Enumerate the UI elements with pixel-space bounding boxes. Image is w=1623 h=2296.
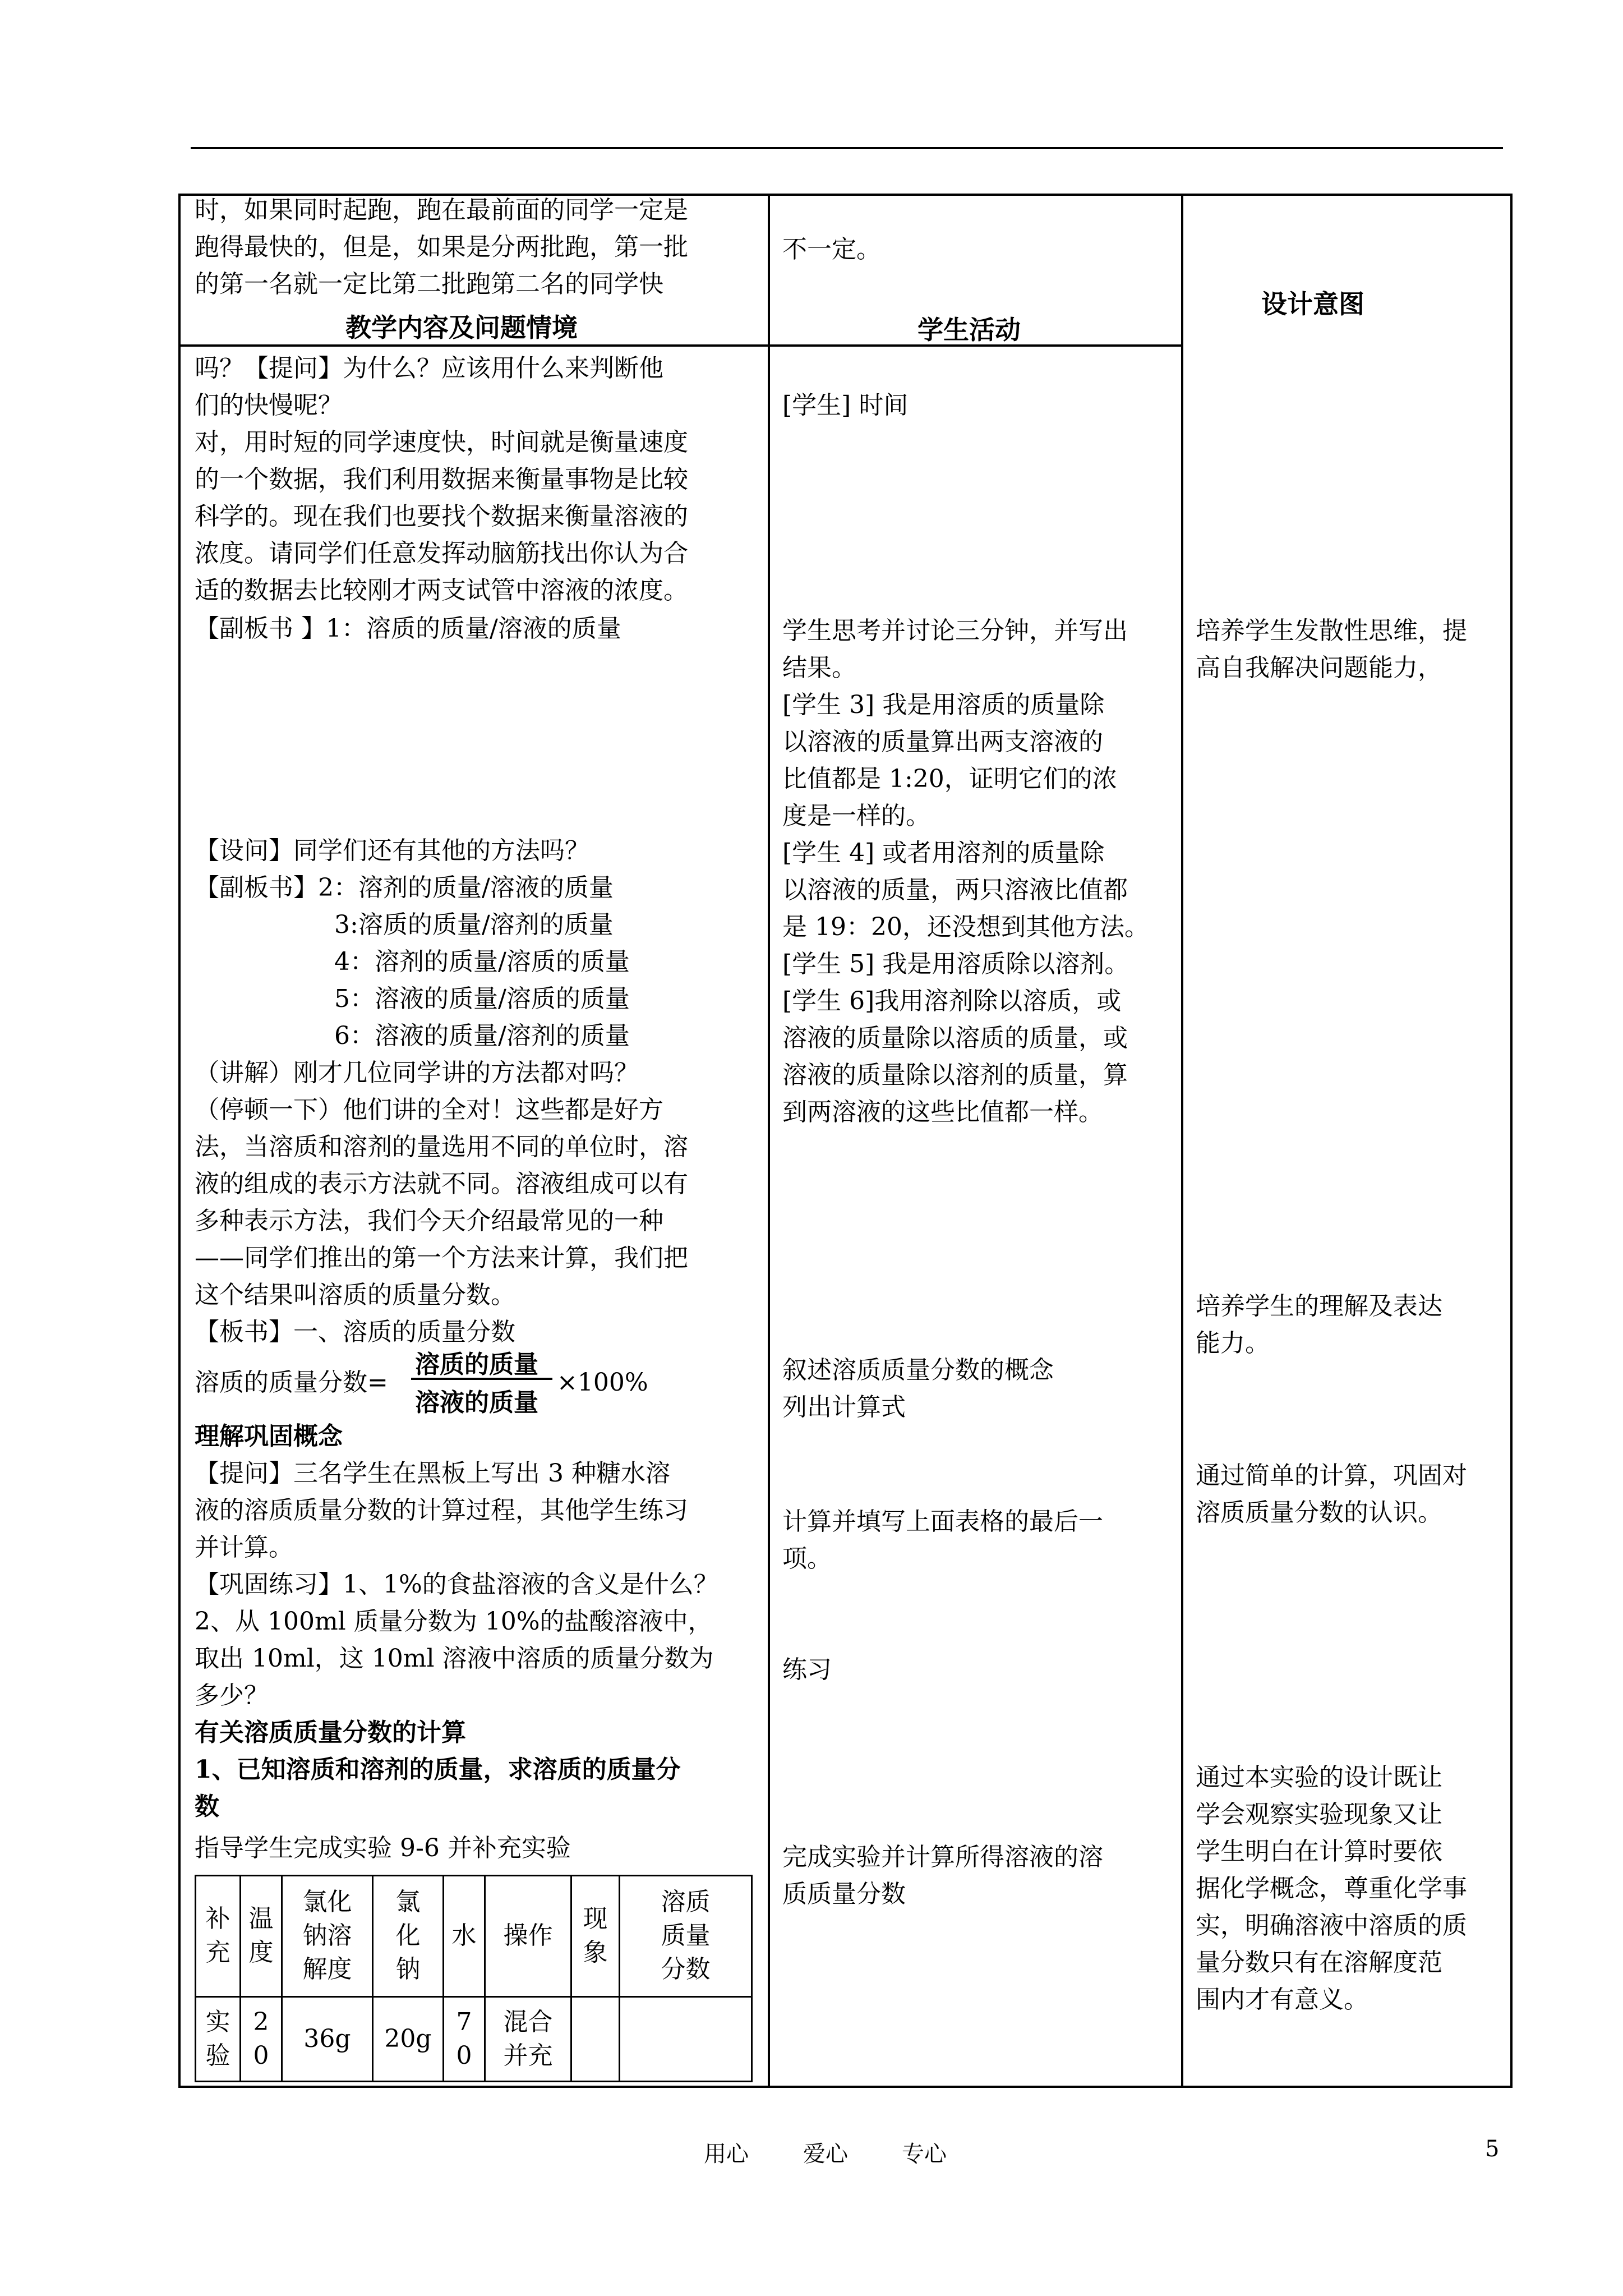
footer-motto: 爱心 xyxy=(803,2141,848,2167)
content-line: 多少？ xyxy=(195,1681,269,1710)
table-header-cell: 溶质 质量 分数 xyxy=(620,1876,752,1997)
activity-line: 比值都是 1:20，证明它们的浓 xyxy=(782,765,1117,793)
table-cell: 36g xyxy=(282,1996,373,2081)
page-number: 5 xyxy=(1485,2136,1500,2162)
content-line: 科学的。现在我们也要找个数据来衡量溶液的 xyxy=(195,502,688,531)
content-line: 2、从 100ml 质量分数为 10%的盐酸溶液中， xyxy=(195,1607,713,1636)
content-line: 多种表示方法，我们今天介绍最常见的一种 xyxy=(195,1207,663,1235)
activity-line: 结果。 xyxy=(782,654,856,682)
content-line: 对，用时短的同学速度快，时间就是衡量速度 xyxy=(195,428,688,457)
intent-line: 量分数只有在溶解度范 xyxy=(1196,1948,1442,1977)
table-cell: 2 0 xyxy=(241,1996,282,2081)
activity-line: 学生思考并讨论三分钟，并写出 xyxy=(782,616,1128,645)
header-activity: 学生活动 xyxy=(917,315,1021,345)
intent-line: 通过本实验的设计既让 xyxy=(1196,1763,1442,1792)
activity-line: 度是一样的。 xyxy=(782,802,930,830)
top-activity: 不一定。 xyxy=(782,235,881,264)
table-cell xyxy=(620,1996,752,2081)
header-row-divider xyxy=(178,344,1182,347)
formula-denominator: 溶液的质量 xyxy=(415,1388,538,1417)
table-header-cell: 现 象 xyxy=(571,1876,620,1997)
header-content: 教学内容及问题情境 xyxy=(345,312,578,343)
content-line: （停顿一下）他们讲的全对！这些都是好方 xyxy=(195,1096,663,1124)
top-content-line: 时，如果同时起跑，跑在最前面的同学一定是 xyxy=(195,196,688,224)
section-heading: 有关溶质质量分数的计算 xyxy=(195,1718,466,1747)
content-line: 5：溶液的质量/溶质的质量 xyxy=(334,984,630,1013)
content-line: 6：溶液的质量/溶剂的质量 xyxy=(334,1022,630,1050)
experiment-table xyxy=(195,1875,753,2082)
content-line: 法，当溶质和溶剂的量选用不同的单位时，溶 xyxy=(195,1133,688,1161)
activity-line: 到两溶液的这些比值都一样。 xyxy=(782,1098,1103,1126)
content-line: 们的快慢呢？ xyxy=(195,391,343,420)
formula-numerator: 溶质的质量 xyxy=(415,1350,538,1379)
table-cell: 7 0 xyxy=(444,1996,485,2081)
content-line: 【副板书】2：溶剂的质量/溶液的质量 xyxy=(195,873,614,902)
content-line: 适的数据去比较刚才两支试管中溶液的浓度。 xyxy=(195,576,688,605)
activity-line: 是 19：20，还没想到其他方法。 xyxy=(782,913,1149,941)
activity-line: 列出计算式 xyxy=(782,1393,906,1421)
header-intent: 设计意图 xyxy=(1261,289,1364,319)
content-line: 浓度。请同学们任意发挥动脑筋找出你认为合 xyxy=(195,539,688,568)
table-header-cell: 温 度 xyxy=(241,1876,282,1997)
footer-motto: 用心 xyxy=(704,2141,749,2167)
activity-line: 项。 xyxy=(782,1544,832,1573)
activity-line: [学生 4] 或者用溶剂的质量除 xyxy=(782,839,1105,867)
content-line: 【巩固练习】1、1%的食盐溶液的含义是什么？ xyxy=(195,1570,718,1599)
content-line: 【提问】三名学生在黑板上写出 3 种糖水溶 xyxy=(195,1459,670,1488)
table-header-cell: 操作 xyxy=(485,1876,571,1997)
table-cell: 混合 并充 xyxy=(485,1996,571,2081)
content-line: 取出 10ml，这 10ml 溶液中溶质的质量分数为 xyxy=(195,1644,714,1673)
activity-line: 练习 xyxy=(782,1655,832,1684)
activity-line: 溶液的质量除以溶质的质量，或 xyxy=(782,1024,1128,1052)
section-heading: 1、已知溶质和溶剂的质量，求溶质的质量分 xyxy=(195,1755,681,1784)
content-line: 【设问】同学们还有其他的方法吗？ xyxy=(195,836,589,865)
intent-line: 培养学生发散性思维，提 xyxy=(1196,616,1467,645)
footer-motto: 专心 xyxy=(902,2141,947,2167)
column-divider-1 xyxy=(768,194,770,2088)
content-line: 【副板书 】1：溶质的质量/溶液的质量 xyxy=(195,614,621,643)
formula-rhs: ×100% xyxy=(557,1368,648,1397)
activity-line: 计算并填写上面表格的最后一 xyxy=(782,1507,1103,1536)
formula-fraction-bar xyxy=(411,1378,552,1380)
content-line: （讲解）刚才几位同学讲的方法都对吗？ xyxy=(195,1059,639,1087)
activity-line: [学生 6]我用溶剂除以溶质，或 xyxy=(782,987,1122,1015)
intent-line: 据化学概念，尊重化学事 xyxy=(1196,1874,1467,1903)
section-heading: 理解巩固概念 xyxy=(195,1422,343,1451)
intent-line: 学会观察实验现象又让 xyxy=(1196,1800,1442,1829)
content-line: 【板书】一、溶质的质量分数 xyxy=(195,1318,515,1346)
intent-line: 培养学生的理解及表达 xyxy=(1196,1292,1442,1320)
content-line: 液的溶质质量分数的计算过程，其他学生练习 xyxy=(195,1496,688,1525)
experiment-table-header-row xyxy=(196,1876,752,1997)
intent-line: 实，明确溶液中溶质的质 xyxy=(1196,1911,1467,1940)
content-line: 的一个数据，我们利用数据来衡量事物是比较 xyxy=(195,465,688,494)
table-cell: 20g xyxy=(373,1996,444,2081)
activity-line: [学生 3] 我是用溶质的质量除 xyxy=(782,691,1105,719)
table-header-cell: 氯 化 钠 xyxy=(373,1876,444,1997)
table-row xyxy=(196,1996,752,2081)
table-header-cell: 补 充 xyxy=(196,1876,241,1997)
intent-line: 围内才有意义。 xyxy=(1196,1985,1368,2014)
content-line: 液的组成的表示方法就不同。溶液组成可以有 xyxy=(195,1170,688,1198)
section-heading: 数 xyxy=(195,1792,219,1821)
activity-line: [学生] 时间 xyxy=(782,391,909,420)
column-divider-2 xyxy=(1181,194,1183,2088)
intent-line: 通过简单的计算，巩固对 xyxy=(1196,1461,1467,1490)
activity-line: 以溶液的质量算出两支溶液的 xyxy=(782,728,1103,756)
content-line: 4：溶剂的质量/溶质的质量 xyxy=(334,947,630,976)
top-content-line: 跑得最快的，但是，如果是分两批跑，第一批 xyxy=(195,233,688,261)
top-content-line: 的第一名就一定比第二批跑第二名的同学快 xyxy=(195,270,663,298)
activity-line: 溶液的质量除以溶剂的质量，算 xyxy=(782,1061,1128,1089)
activity-line: 完成实验并计算所得溶液的溶 xyxy=(782,1843,1103,1871)
table-header-cell: 氯化 钠溶 解度 xyxy=(282,1876,373,1997)
content-line: 吗？【提问】为什么？应该用什么来判断他 xyxy=(195,354,663,383)
activity-line: [学生 5] 我是用溶质除以溶剂。 xyxy=(782,950,1129,978)
activity-line: 叙述溶质质量分数的概念 xyxy=(782,1356,1054,1384)
table-cell xyxy=(571,1996,620,2081)
content-line: 3:溶质的质量/溶剂的质量 xyxy=(334,910,614,939)
header-rule xyxy=(191,147,1503,149)
intent-line: 溶质质量分数的认识。 xyxy=(1196,1498,1442,1527)
activity-line: 以溶液的质量，两只溶液比值都 xyxy=(782,876,1128,904)
content-line: 并计算。 xyxy=(195,1533,293,1562)
intent-line: 能力。 xyxy=(1196,1329,1270,1358)
intent-line: 学生明白在计算时要依 xyxy=(1196,1837,1442,1866)
formula-lhs: 溶质的质量分数= xyxy=(195,1368,388,1397)
content-line: 这个结果叫溶质的质量分数。 xyxy=(195,1281,515,1309)
intent-line: 高自我解决问题能力， xyxy=(1196,654,1442,682)
table-header-cell: 水 xyxy=(444,1876,485,1997)
activity-line: 质质量分数 xyxy=(782,1880,906,1908)
content-line: ——同学们推出的第一个方法来计算，我们把 xyxy=(195,1244,688,1272)
table-cell: 实 验 xyxy=(196,1996,241,2081)
content-line: 指导学生完成实验 9-6 并补充实验 xyxy=(195,1834,571,1862)
